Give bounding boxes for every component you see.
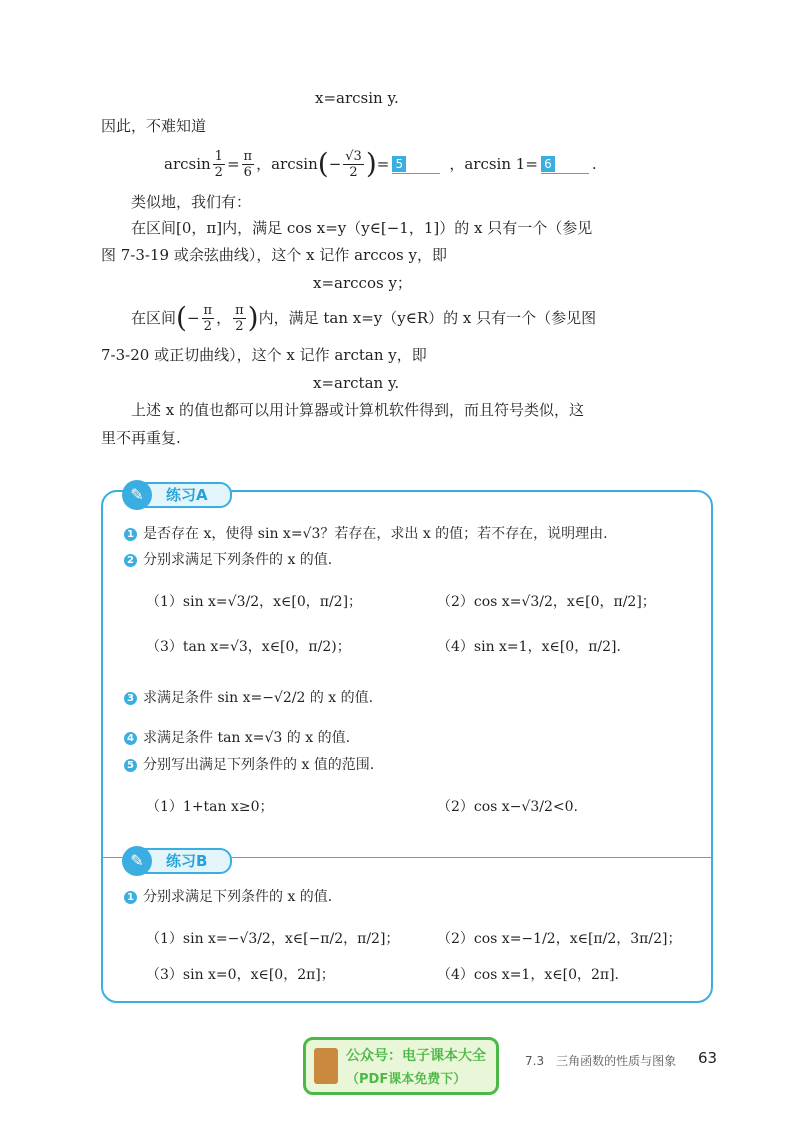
exercise-a-q3: 3 求满足条件 sin x=−√2/2 的 x 的值. [124, 688, 373, 708]
exercise-a-q1: 1 是否存在 x，使得 sin x=√3？若存在，求出 x 的值；若不存在，说明理由. [124, 524, 608, 544]
exercise-a-q5: 5 分别写出满足下列条件的 x 值的范围. [124, 755, 374, 775]
equals-sign: = [226, 155, 240, 173]
exercise-a-q4: 4 求满足条件 tan x=√3 的 x 的值. [124, 728, 350, 748]
section-footer: 7.3 三角函数的性质与图象 [525, 1054, 677, 1068]
intro-text: 因此，不难知道 [101, 117, 207, 135]
fraction-pi-over-6: $\frac{\pi}{6}$ [243, 148, 253, 180]
arcsin-values-line [164, 146, 597, 182]
comma: ， [216, 309, 232, 327]
answer-blank-5[interactable]: 5 [392, 155, 440, 174]
exercise-a-q2-2: （2）cos x=√3/2，x∈[0，π/2]； [437, 594, 656, 610]
closing-paragraph-line1: 上述 x 的值也都可以用计算器或计算机软件得到，而且符号类似，这 [131, 401, 584, 419]
watermark-badge [303, 1037, 499, 1095]
exercise-b-title: 练习B [166, 852, 208, 870]
exercise-a-tab [124, 482, 232, 508]
exercise-a-q2-4: （4）sin x=1，x∈[0，π/2]. [437, 639, 621, 655]
equation-arccos: x=arccos y； [313, 274, 412, 292]
interval-text: 在区间 [131, 309, 177, 327]
exercise-a-q5-2: （2）cos x−√3/2<0. [437, 799, 578, 815]
fraction-sqrt3-over-2: $\frac{√3}{2}$ [345, 148, 362, 180]
arccos-paragraph-line2: 图 7-3-19 或余弦曲线），这个 x 记作 arccos y，即 [101, 246, 447, 264]
left-paren-tan: ( [176, 301, 187, 334]
exercise-a-q5-1: （1）1+tan x≥0； [146, 799, 274, 815]
arcsin-one-label: ，arcsin 1= [449, 155, 538, 173]
exercise-a-q2-3: （3）tan x=√3，x∈[0，π/2)； [146, 639, 351, 655]
equation-arcsin: x=arcsin y. [315, 89, 399, 107]
arctan-paragraph-line2: 7-3-20 或正切曲线），这个 x 记作 arctan y，即 [101, 346, 427, 364]
exercise-b-q1-2: （2）cos x=−1/2，x∈[π/2，3π/2]； [437, 931, 682, 947]
exercise-b-q1-4: （4）cos x=1，x∈[0，2π]. [437, 967, 619, 983]
watermark-line2: （PDF课本免费下） [346, 1072, 467, 1087]
arcsin-label-2: ，arcsin [256, 155, 318, 173]
answer-blank-6[interactable]: 6 [541, 155, 589, 174]
equation-arctan: x=arctan y. [313, 374, 400, 392]
arctan-text: 内，满足 tan x=y（y∈R）的 x 只有一个（参见图 [258, 309, 597, 327]
arctan-paragraph-line1 [131, 300, 596, 336]
exercise-b-q1-1: （1）sin x=−√3/2，x∈[−π/2，π/2]； [146, 931, 400, 947]
closing-paragraph-line2: 里不再重复. [101, 429, 181, 447]
pencil-icon: ✎ [122, 846, 152, 876]
exercise-b-tab [124, 848, 232, 874]
book-icon [314, 1048, 338, 1084]
exercise-a-q2: 2 分别求满足下列条件的 x 的值. [124, 550, 332, 570]
watermark-line1: 公众号：电子课本大全 [346, 1048, 486, 1064]
exercise-b-q1: 1 分别求满足下列条件的 x 的值. [124, 887, 332, 907]
left-paren: ( [317, 147, 329, 180]
right-paren: ) [365, 147, 377, 180]
exercise-a-title: 练习A [166, 486, 208, 504]
pencil-icon: ✎ [122, 480, 152, 510]
right-paren-tan: ) [247, 301, 259, 334]
fraction-pi-over-2-a: $\frac{\pi}{2}$ [203, 302, 213, 334]
page-number: 63 [698, 1049, 718, 1067]
minus-sign: − [328, 155, 342, 173]
arcsin-label: arcsin [164, 155, 211, 173]
exercise-a-q2-1: （1）sin x=√3/2，x∈[0，π/2]； [146, 594, 363, 610]
similar-text: 类似地，我们有： [131, 193, 252, 211]
period: . [591, 155, 597, 173]
exercise-b-q1-3: （3）sin x=0，x∈[0，2π]； [146, 967, 335, 983]
arccos-paragraph-line1: 在区间[0，π]内，满足 cos x=y（y∈[−1，1]）的 x 只有一个（参见 [131, 219, 593, 237]
fraction-pi-over-2-b: $\frac{\pi}{2}$ [235, 302, 244, 334]
minus-sign-tan: − [186, 309, 200, 327]
equals-sign-2: = [376, 155, 390, 173]
fraction-one-half: $\frac{1}{2}$ [214, 148, 223, 180]
